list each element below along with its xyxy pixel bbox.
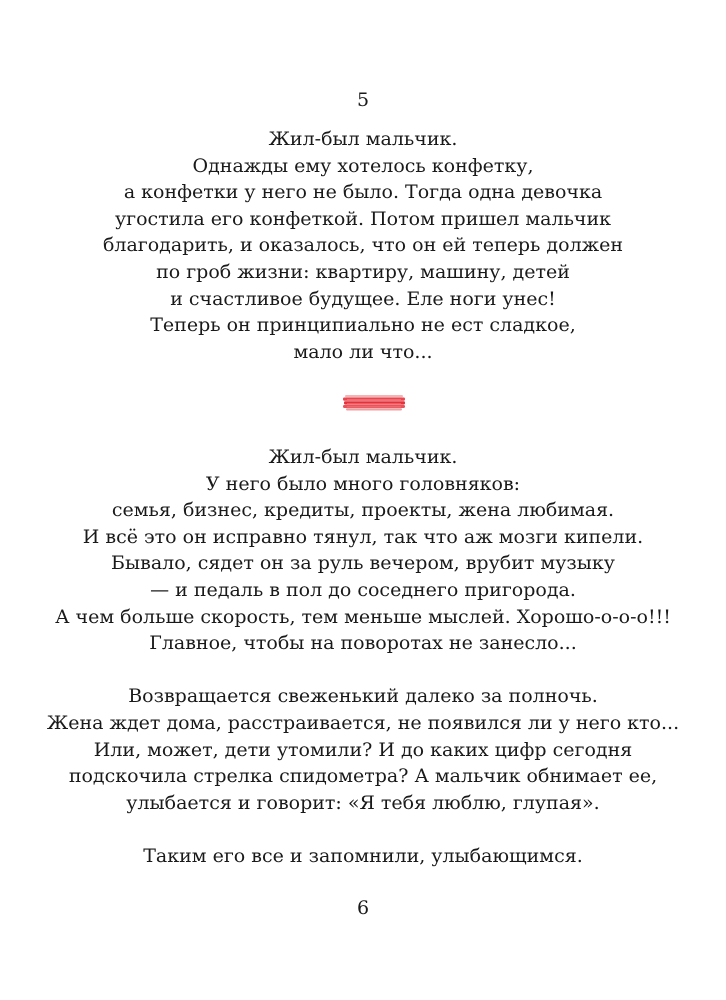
story-one-line: и счастливое будущее. Еле ноги унес! (170, 287, 556, 310)
story-one-line: мало ли что... (293, 340, 433, 363)
story-two-line: — и педаль в пол до соседнего пригорода. (150, 578, 576, 601)
story-one-line: по гроб жизни: квартиру, машину, детей (156, 260, 570, 283)
brush-stroke (343, 405, 405, 408)
story-one-line: Теперь он принципиально не ест сладкое, (150, 314, 576, 337)
story-one-line: Однажды ему хотелось конфетку, (192, 154, 534, 177)
paragraph-gap (0, 657, 726, 684)
page-number-bottom: 6 (356, 897, 370, 919)
story-two-line: Таким его все и запомнили, улыбающимся. (143, 844, 583, 867)
story-two-line: улыбается и говорит: «Я тебя люблю, глупая». (126, 791, 600, 814)
story-two-line: А чем больше скорость, тем меньше мыслей. Хорошо-о-о-о!!! (55, 605, 671, 628)
story-one-line: Жил-был мальчик. (268, 128, 458, 150)
story-two-line: Жил-был мальчик. (268, 446, 458, 468)
story-two-line: семья, бизнес, кредиты, проекты, жена любимая. (111, 499, 615, 522)
brush-streak (347, 407, 401, 408)
brush-stroke (346, 408, 402, 410)
story-two-line: подскочила стрелка спидометра? А мальчик обнимает ее, (68, 765, 658, 788)
brush-stroke (344, 401, 405, 404)
story-two-line: Возвращается свеженький далеко за полночь. (128, 685, 598, 708)
brush-stroke (343, 398, 405, 401)
brush-streak (347, 403, 401, 404)
story-one-line: угостила его конфеткой. Потом пришел мальчик (114, 207, 612, 230)
brush-streak (347, 399, 401, 400)
story-one-line: благодарить, и оказалось, что он ей теперь должен (102, 234, 624, 257)
story-two-line: Бывало, сядет он за руль вечером, врубит музыку (111, 552, 615, 575)
story-one (0, 126, 726, 365)
red-brush-divider-icon (343, 394, 406, 412)
story-two-line: У него было много головняков: (205, 472, 521, 495)
story-two-line: Жена ждет дома, расстраивается, не появился ли у него кто... (46, 711, 680, 734)
brush-stroke (345, 395, 403, 397)
story-two-line: И всё это он исправно тянул, так что аж мозги кипели. (82, 525, 644, 548)
paragraph-gap (0, 816, 726, 843)
story-one-line: а конфетки у него не было. Тогда одна девочка (123, 181, 603, 204)
page-number-top: 5 (356, 89, 370, 111)
story-two-line: Или, может, дети утомили? И до каких цифр сегодня (93, 738, 633, 761)
story-two-line: Главное, чтобы на поворотах не занесло... (149, 632, 577, 655)
story-two (0, 444, 726, 870)
